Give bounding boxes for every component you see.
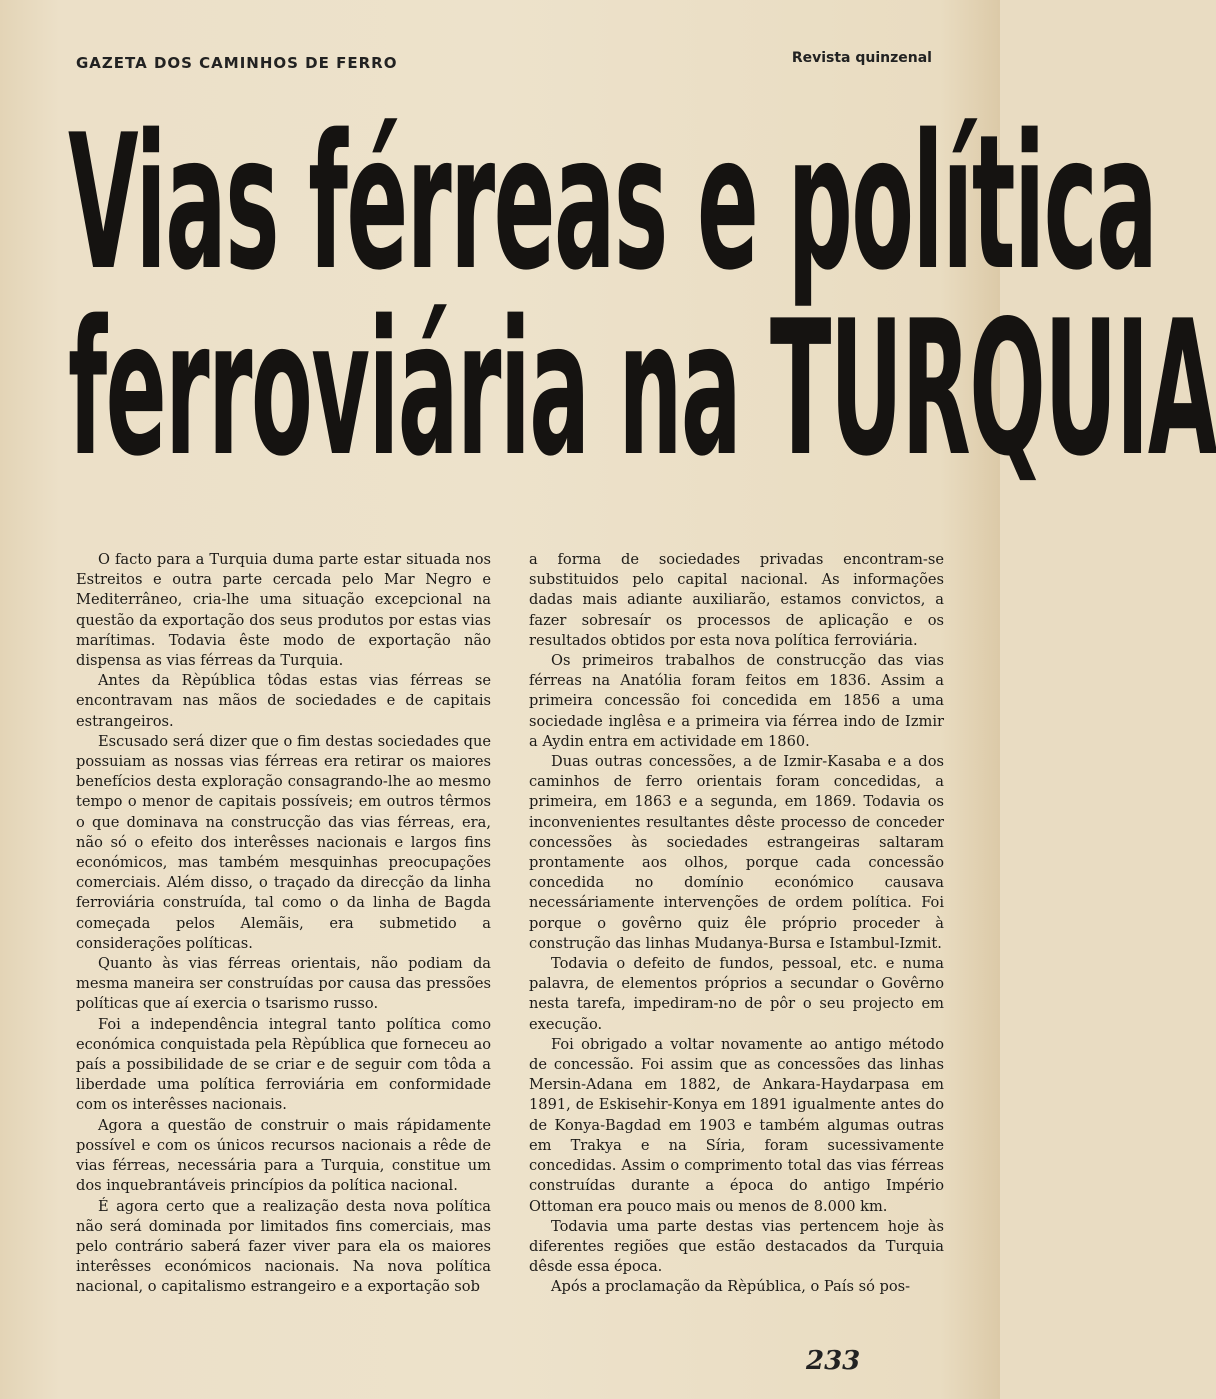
paragraph: Os primeiros trabalhos de construcção das vias férreas na Anatólia foram feitos em 1836. Assim a primeira concessão foi concedida em 1856 a uma sociedade inglêsa e a primeira via férrea indo de Izmir a Aydin entra em actividade em 1860.	[529, 652, 944, 750]
publication-subtitle: Revista quinzenal	[791, 50, 932, 66]
headline-line-1: Vias férreas e política	[68, 96, 1157, 312]
page-number: 233	[806, 1346, 861, 1376]
publication-name: GAZETA DOS CAMINHOS DE FERRO	[76, 54, 398, 72]
paragraph: É agora certo que a realização desta nova política não será dominada por limitados fins comerciais, mas pelo contrário saberá fazer viver para ela os maiores interêsses económicos nacionais. Na nova política nacional, o capitalismo estrangeiro e a exportação sob	[76, 1197, 491, 1296]
article-body	[76, 550, 944, 1298]
paragraph: Agora a questão de construir o mais rápidamente possível e com os únicos recursos nacionais a rêde de vias férreas, necessária para a Turquia, constitue um dos inquebrantáveis princípios da política nacional.	[76, 1116, 491, 1195]
paragraph: Duas outras concessões, a de Izmir-Kasaba e a dos caminhos de ferro orientais foram concedidas, a primeira, em 1863 e a segunda, em 1869. Todavia os inconvenientes resultantes dêste processo de conceder concessões às sociedades estrangeiras saltaram prontamente aos olhos, porque cada concessão concedida no domínio económico causava necessáriamente intervenções de ordem política. Foi porque o govêrno quiz êle próprio proceder à construção das linhas Mudanya-Bursa e Istambul-Izmit.	[529, 753, 944, 952]
paragraph: Após a proclamação da Rèpública, o País só pos-	[551, 1278, 911, 1296]
paragraph: Todavia o defeito de fundos, pessoal, etc. e numa palavra, de elementos próprios a secundar o Govêrno nesta tarefa, impediram-no de pôr o seu projecto em execução.	[529, 955, 944, 1033]
paragraph: Foi a independência integral tanto política como económica conquistada pela Rèpública que forneceu ao país a possibilidade de se criar e de seguir com tôda a liberdade uma política ferroviária em conformidade com os interêsses nacionais.	[76, 1015, 491, 1114]
article-headline	[68, 96, 1216, 498]
paragraph: a forma de sociedades privadas encontram-se substituidos pelo capital nacional. As informações dadas mais adiante auxiliarão, estamos convictos, a fazer sobresaír os processos de aplicação e os resultados obtidos por esta nova política ferroviária.	[529, 551, 944, 649]
paragraph: Todavia uma parte destas vias pertencem hoje às diferentes regiões que estão destacados da Turquia dêsde essa época.	[529, 1217, 944, 1276]
paragraph: Foi obrigado a voltar novamente ao antigo método de concessão. Foi assim que as concessões das linhas Mersin-Adana em 1882, de Ankara-Haydarpasa em 1891, de Eskisehir-Konya em 1891 igualmente antes do de Konya-Bagdad em 1903 e também algumas outras em Trakya e na Síria, foram sucessivamente concedidas. Assim o comprimento total das vias férreas construídas durante a época do antigo Império Ottoman era pouco mais ou menos de 8.000 km.	[529, 1035, 944, 1215]
paragraph: Escusado será dizer que o fim destas sociedades que possuiam as nossas vias férreas era retirar os maiores benefícios desta exploração consagrando-lhe ao mesmo tempo o menor de capitais possíveis; em outros têrmos o que dominava na construcção das vias férreas, era, não só o efeito dos interêsses nacionais e largos fins económicos, mas também mesquinhas preocupações comerciais. Além disso, o traçado da direcção da linha ferroviária construída, tal como o da linha de Bagda começada pelos Alemãis, era submetido a considerações políticas.	[76, 732, 491, 952]
column-left	[76, 550, 491, 1298]
headline-line-2: ferroviária na TURQUIA	[68, 282, 1216, 498]
column-right	[529, 550, 944, 1298]
paragraph: O facto para a Turquia duma parte estar situada nos Estreitos e outra parte cercada pelo Mar Negro e Mediterrâneo, cria-lhe uma situação excepcional na questão da exportação dos seus produtos por estas vias marítimas. Todavia êste modo de exportação não dispensa as vias férreas da Turquia.	[76, 551, 491, 670]
paragraph: Quanto às vias férreas orientais, não podiam da mesma maneira ser construídas por causa das pressões políticas que aí exercia o tsarismo russo.	[76, 955, 491, 1013]
paragraph: Antes da Rèpública tôdas estas vias férreas se encontravam nas mãos de sociedades e de capitais estrangeiros.	[76, 672, 491, 730]
